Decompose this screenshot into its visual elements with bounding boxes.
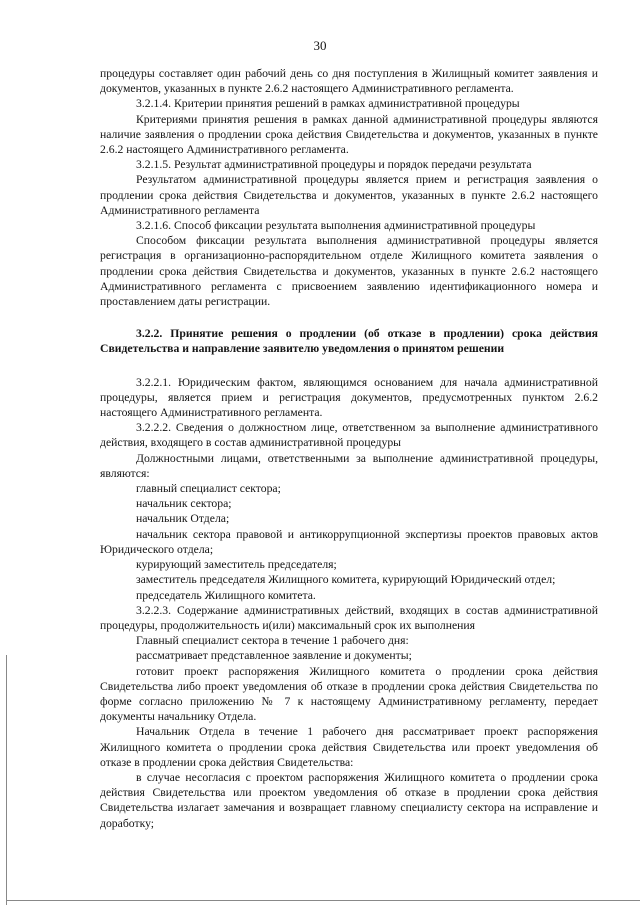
- scan-edge-left: [6, 655, 7, 905]
- paragraph: 3.2.1.4. Критерии принятия решений в рамках административной процедуры: [136, 97, 520, 111]
- paragraph: курирующий заместитель председателя;: [136, 558, 337, 572]
- section-heading: 3.2.2. Принятие решения о продлении (об отказе в продлении) срока действия Свидетельства и направление заявителю уведомления о принятом решении: [100, 327, 598, 356]
- paragraph: в случае несогласия с проектом распоряжения Жилищного комитета о продлении срока действия Свидетельства или проектом уведомления об отказе в продлении срока действия Свидетельства излагает замечания и возвращает главному специалисту сектора на исправление и доработку;: [100, 770, 598, 830]
- paragraph: Способом фиксации результата выполнения административной процедуры является регистрация в организационно-распорядительном отделе Жилищного комитета заявления о продлении срока действия Свидетельства и документов, указанных в пункте 2.6.2 настоящего Административного регламента с присвоением заявлению идентификационного номера и проставлением даты регистрации.: [100, 234, 598, 309]
- paragraph: начальник сектора;: [136, 497, 232, 511]
- document-body: [100, 66, 598, 831]
- paragraph: Начальник Отдела в течение 1 рабочего дня рассматривает проект распоряжения Жилищного комитета о продлении срока действия Свидетельства или проект уведомления об отказе в продлении срока действия Свидетельства:: [100, 725, 598, 769]
- paragraph: главный специалист сектора;: [136, 482, 281, 496]
- paragraph: 3.2.1.6. Способ фиксации результата выполнения административной процедуры: [136, 219, 536, 233]
- scan-edge-bottom: [6, 900, 640, 901]
- paragraph: Главный специалист сектора в течение 1 рабочего дня:: [136, 634, 409, 648]
- paragraph: 3.2.1.5. Результат административной процедуры и порядок передачи результата: [136, 158, 532, 172]
- paragraph: начальник сектора правовой и антикоррупционной экспертизы проектов правовых актов Юридического отдела;: [100, 527, 598, 556]
- paragraph: процедуры составляет один рабочий день со дня поступления в Жилищный комитет заявления и документов, указанных в пункте 2.6.2 настоящего Административного регламента.: [100, 67, 598, 96]
- paragraph: 3.2.2.3. Содержание административных действий, входящих в состав административной процедуры, продолжительность и(или) максимальный срок их выполнения: [100, 603, 598, 632]
- paragraph: заместитель председателя Жилищного комитета, курирующий Юридический отдел;: [136, 573, 556, 587]
- paragraph: начальник Отдела;: [136, 512, 230, 526]
- paragraph: готовит проект распоряжения Жилищного комитета о продлении срока действия Свидетельства либо проект уведомления об отказе в продлении срока действия Свидетельства по форме согласно приложению № 7 к настоящему Административному регламенту, передает документы начальнику Отдела.: [100, 664, 598, 724]
- page-number: 30: [313, 38, 327, 53]
- paragraph: Результатом административной процедуры является прием и регистрация заявления о продлении срока действия Свидетельства и документов, указанных в пункте 2.6.2 настоящего Административного регламента: [100, 173, 598, 217]
- paragraph: Должностными лицами, ответственными за выполнение административной процедуры, являются:: [100, 451, 598, 480]
- paragraph: 3.2.2.1. Юридическим фактом, являющимся основанием для начала административной процедуры, является прием и регистрация документов, предусмотренных пунктом 2.6.2 настоящего Административного регламента.: [100, 375, 598, 420]
- paragraph: председатель Жилищного комитета.: [136, 588, 316, 602]
- paragraph: Критериями принятия решения в рамках данной административной процедуры являются наличие заявления о продлении срока действия Свидетельства и документов, указанных в пункте 2.6.2 настоящего Административного регламента.: [100, 112, 598, 157]
- paragraph: 3.2.2.2. Сведения о должностном лице, ответственном за выполнение административного действия, входящего в состав административной процедуры: [100, 421, 598, 450]
- paragraph: рассматривает представленное заявление и документы;: [136, 649, 412, 663]
